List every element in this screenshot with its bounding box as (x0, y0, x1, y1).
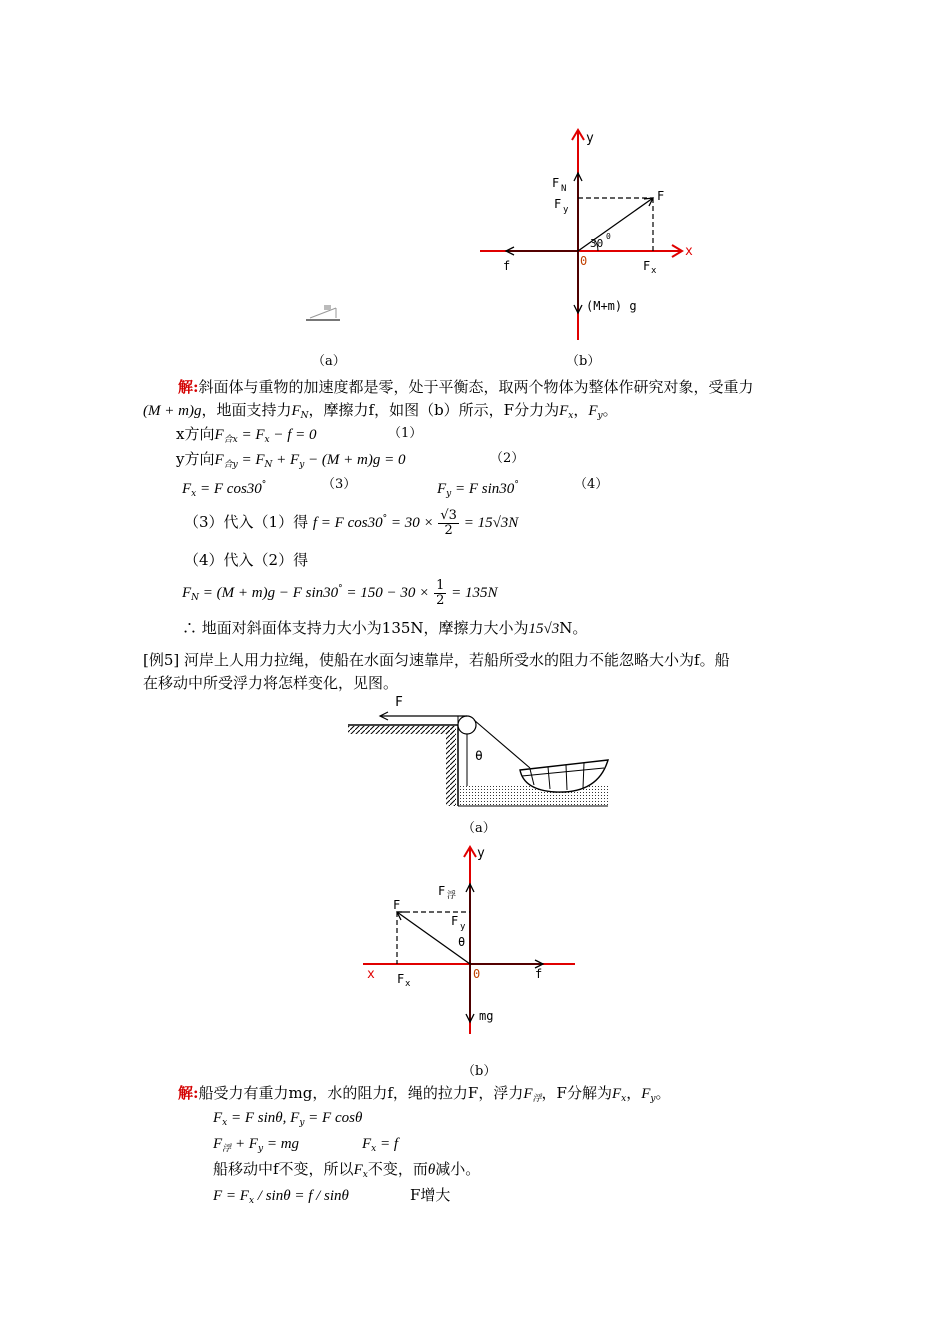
y-label: y (477, 846, 485, 861)
sol1-eq2: y方向$F_{合y} = F_N + F_y - (M + m)g = 0$ (176, 450, 406, 470)
fn-label: F (552, 176, 560, 190)
sol2-line3: 船移动中f不变，所以$F_x$不变，而θ减小。 (213, 1160, 481, 1180)
origin-label: 0 (473, 967, 481, 981)
friction-label: f (535, 967, 543, 981)
sol1-conclusion: ∴ 地面对斜面体支持力大小为135N，摩擦力大小为15√3N。 (182, 619, 588, 637)
sol1-eq3: $F_x = F$ cos30° (182, 480, 267, 499)
sol1-sub2-intro: （4）代入（2）得 (184, 551, 309, 569)
angle-label: 30 (590, 237, 604, 250)
f-label: F (657, 189, 665, 203)
sol1-sub2: $F_N = (M + m)g - F$ sin30° = 150 − 30 × $\frac{1}{2}$ = 135N (182, 577, 498, 608)
fig2-caption: （a） (462, 821, 496, 836)
boat-diagram (340, 690, 620, 815)
sol2-line4: $F = F_x / \sin\theta = f / \sin\theta$ (213, 1188, 349, 1206)
fx-label: F (643, 259, 651, 273)
svg-text:x: x (651, 266, 657, 276)
svg-text:y: y (460, 922, 466, 932)
sol2-eq2: $F_浮 + F_y$ = mg (213, 1136, 300, 1154)
tension-label: F (393, 898, 401, 912)
force-diagram-2 (355, 842, 585, 1037)
fy-label: F (451, 914, 459, 928)
fig1-caption-a: （a） (312, 354, 346, 369)
sol1-line2: (M + m)g，地面支持力$F_N$，摩擦力f，如图（b）所示，F分力为$F_x$，$F_y$。 (143, 401, 618, 421)
svg-text:x: x (405, 979, 411, 989)
y-label: y (586, 131, 594, 146)
force-diagram-1 (470, 125, 710, 345)
svg-text:0: 0 (606, 232, 611, 241)
x-label: x (685, 244, 693, 259)
theta-label: θ (458, 935, 466, 949)
ex5-line1: [例5] 河岸上人用力拉绳，使船在水面匀速靠岸，若船所受水的阻力不能忽略大小为f。船 (143, 651, 730, 669)
weight-label: (M+m) g (586, 299, 637, 313)
svg-text:N: N (561, 184, 567, 194)
sol2-conclusion: F增大 (410, 1186, 451, 1204)
ex5-line2: 在移动中所受浮力将怎样变化，见图。 (143, 674, 399, 692)
sol1-heading: 解: (178, 378, 199, 396)
rope-force-label: F (395, 695, 403, 710)
sol2-eq1: $F_x = F$ sinθ, $F_y = F$ cosθ (213, 1110, 363, 1128)
sol1-line1: 解:斜面体与重物的加速度都是零，处于平衡态，取两个物体为整体作研究对象，受重力 (178, 378, 754, 396)
weight-label: mg (479, 1009, 494, 1023)
buoyancy-label: F (438, 884, 446, 898)
theta-label: θ (475, 749, 483, 764)
sol2-heading: 解: (178, 1084, 199, 1102)
svg-text:y: y (563, 205, 569, 215)
fig3-caption: （b） (462, 1064, 497, 1079)
fx-label: F (397, 972, 405, 986)
sol1-eq1-number: （1） (388, 426, 423, 441)
incline-thumbnail (300, 296, 346, 324)
fy-label: F (554, 197, 562, 211)
sol1-eq2-number: （2） (490, 451, 525, 466)
sol1-eq3-number: （3） (322, 477, 357, 492)
svg-text:浮: 浮 (447, 891, 457, 901)
sol2-eq3: $F_x = f$ (362, 1136, 399, 1154)
sol1-eq4-number: （4） (574, 477, 609, 492)
sol1-eq1: x方向$F_{合x} = F_x - f = 0$ (176, 425, 317, 445)
sol1-eq4: $F_y = F$ sin30° (437, 480, 519, 499)
friction-label: f (503, 259, 511, 273)
x-label: x (367, 967, 375, 982)
sol2-line1: 解:船受力有重力mg，水的阻力f，绳的拉力F，浮力$F_浮$，F分解为$F_x$，$F_y$。 (178, 1084, 671, 1104)
sol1-sub1: （3）代入（1）得 f = F cos30° = 30 × $\frac{√3}{2}$ = 15√3N (184, 507, 519, 538)
fig1-caption-b: （b） (566, 354, 601, 369)
origin-label: 0 (580, 254, 588, 268)
